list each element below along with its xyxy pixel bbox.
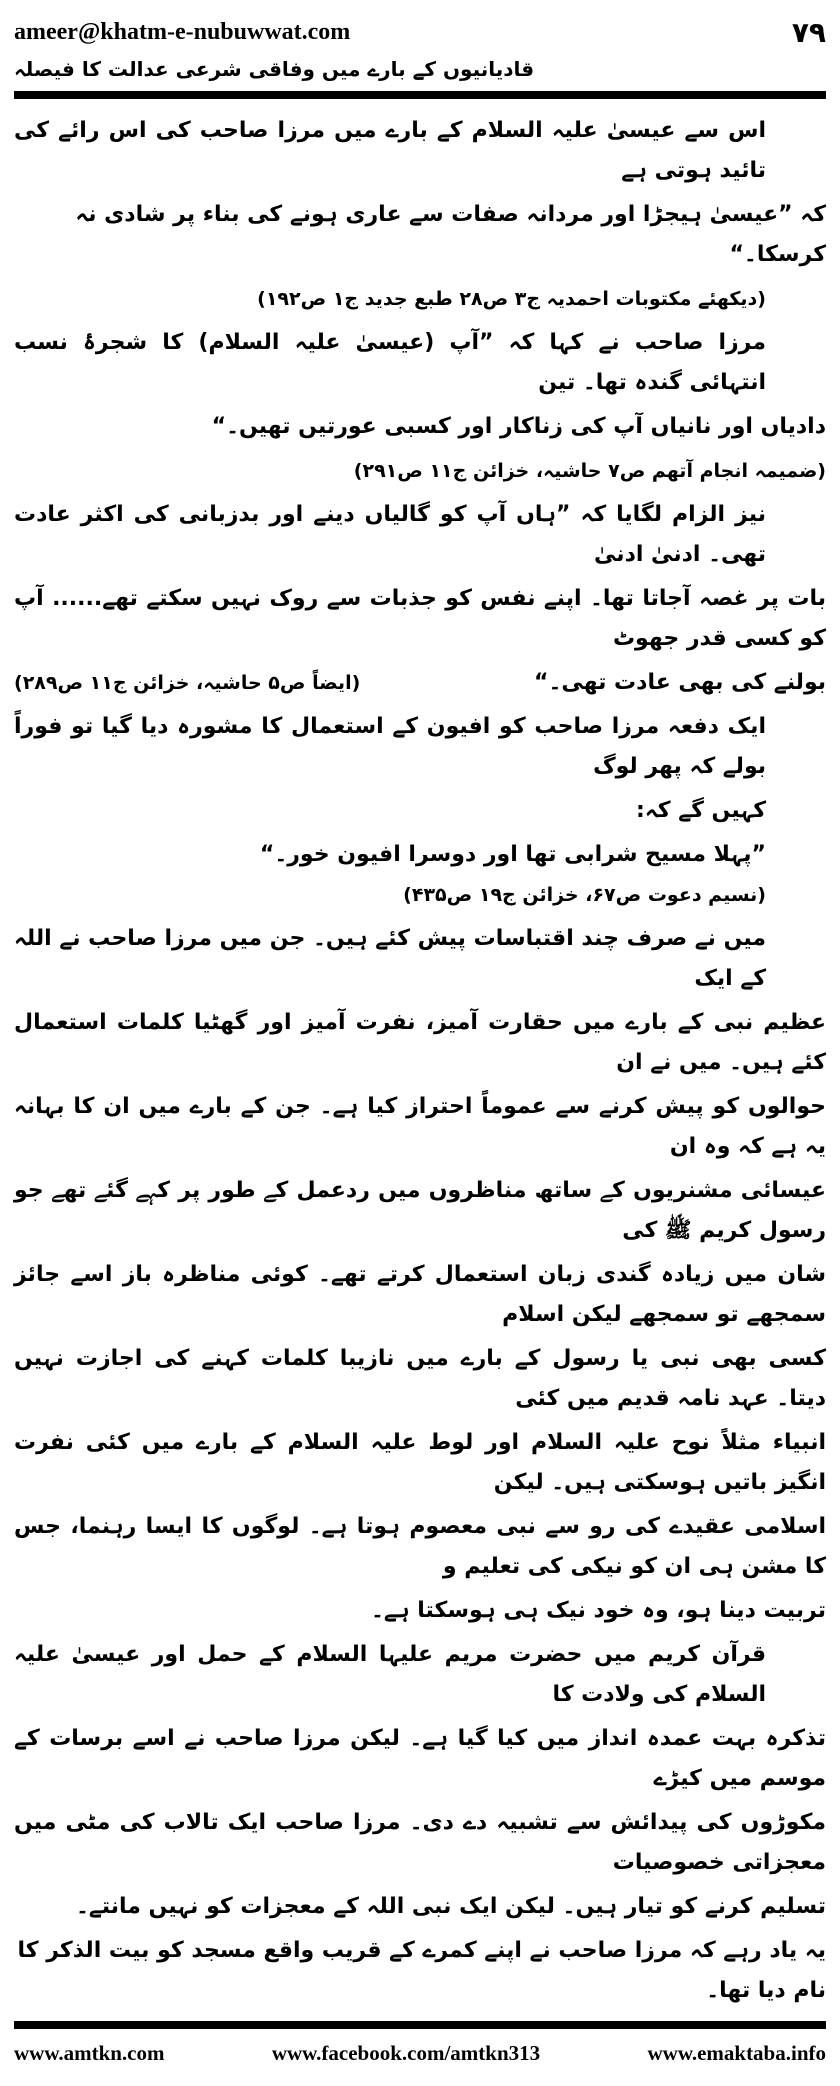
text-line: تذکرہ بہت عمدہ انداز میں کیا گیا ہے۔ لیکن مرزا صاحب نے اسے برسات کے موسم میں کیڑے — [14, 1726, 826, 1791]
reference: (نسیم دعوت ص۶۷، خزائن ج۱۹ ص۴۳۵) — [403, 884, 766, 906]
text-line: حوالوں کو پیش کرنے سے عموماً احتراز کیا ہے۔ جن کے بارے میں ان کا بہانہ یہ ہے کہ وہ ان — [14, 1094, 826, 1159]
text-line-part: بولنے کی بھی عادت تھی۔“ — [534, 670, 826, 695]
page-footer — [14, 2041, 826, 2066]
text-line: ایک دفعہ مرزا صاحب کو افیون کے استعمال کا مشورہ دیا گیا تو فوراً بولے کہ پھر لوگ — [14, 714, 766, 779]
page-number: ۷۹ — [791, 16, 826, 49]
text-line: دادیاں اور نانیاں آپ کی زناکار اور کسبی عورتیں تھیں۔“ — [211, 414, 826, 439]
header-email: ameer@khatm-e-nubuwwat.com — [14, 19, 351, 45]
text-line: تربیت دینا ہو، وہ خود نیک ہی ہوسکتا ہے۔ — [370, 1598, 826, 1623]
text-line: تسلیم کرنے کو تیار ہیں۔ لیکن ایک نبی اللہ کے معجزات کو نہیں مانتے۔ — [75, 1894, 826, 1919]
text-line: مکوڑوں کی پیدائش سے تشبیہ دے دی۔ مرزا صاحب ایک تالاب کی مٹی میں معجزاتی خصوصیات — [14, 1810, 826, 1875]
text-line: مرزا صاحب نے کہا کہ ”آپ (عیسیٰ علیہ السلام) کا شجرۂ نسب انتہائی گندہ تھا۔ تین — [14, 330, 766, 395]
text-line: شان میں زیادہ گندی زبان استعمال کرتے تھے۔ کوئی مناظرہ باز اسے جائز سمجھے تو سمجھے لیکن اسلام — [14, 1262, 826, 1327]
text-line: عظیم نبی کے بارے میں حقارت آمیز، نفرت آمیز اور گھٹیا کلمات استعمال کئے ہیں۔ میں نے ان — [14, 1010, 826, 1075]
book-title: قادیانیوں کے بارے میں وفاقی شرعی عدالت کا فیصلہ — [14, 57, 535, 81]
footer-link-facebook[interactable]: www.facebook.com/amtkn313 — [271, 2041, 541, 2065]
reference: (ایضاً ص۵ حاشیہ، خزائن ج۱۱ ص۲۸۹) — [14, 672, 361, 694]
footer-link-amtkn[interactable]: www.amtkn.com — [14, 2041, 165, 2065]
text-line — [14, 663, 826, 703]
text-line: کسی بھی نبی یا رسول کے بارے میں نازیبا کلمات کہنے کی اجازت نہیں دیتا۔ عہد نامہ قدیم میں کئی — [14, 1346, 826, 1411]
text-line: انبیاء مثلاً نوح علیہ السلام اور لوط علیہ السلام کے بارے میں کئی نفرت انگیز باتیں ہوسکتی ہیں۔ لیکن — [14, 1430, 826, 1495]
header-rule — [14, 91, 826, 99]
reference: (ضمیمہ انجام آتھم ص۷ حاشیہ، خزائن ج۱۱ ص۲۹۱) — [353, 460, 826, 482]
footer-rule — [14, 2021, 826, 2029]
text-line: بات پر غصہ آجاتا تھا۔ اپنے نفس کو جذبات سے روک نہیں سکتے تھے...... آپ کو کسی قدر جھوٹ — [14, 586, 826, 651]
quote-text: ”پہلا مسیح شرابی تھا اور دوسرا افیون خور۔“ — [259, 842, 766, 867]
text-line: عیسائی مشنریوں کے ساتھ مناظروں میں ردعمل کے طور پر کہے گئے تھے جو رسول کریم ﷺ کی — [14, 1178, 826, 1243]
quote-line — [14, 835, 826, 915]
text-line: کہ ”عیسیٰ ہیجڑا اور مردانہ صفات سے عاری ہونے کی بناء پر شادی نہ کرسکا۔“ — [75, 202, 826, 267]
text-line: قرآن کریم میں حضرت مریم علیہا السلام کے حمل اور عیسیٰ علیہ السلام کی ولادت کا — [14, 1642, 766, 1707]
text-line: نیز الزام لگایا کہ ”ہاں آپ کو گالیاں دینے اور بدزبانی کی اکثر عادت تھی۔ ادنیٰ ادنیٰ — [14, 502, 766, 567]
page-header — [14, 16, 826, 81]
text-line: اس سے عیسیٰ علیہ السلام کے بارے میں مرزا صاحب کی اس رائے کی تائید ہوتی ہے — [14, 118, 766, 183]
reference: (دیکھئے مکتوبات احمدیہ ج۳ ص۲۸ طبع جدید ج۱ ص۱۹۲) — [257, 288, 766, 310]
footer-link-emaktaba[interactable]: www.emaktaba.info — [647, 2041, 826, 2065]
text-line: یہ یاد رہے کہ مرزا صاحب نے اپنے کمرے کے قریب واقع مسجد کو بیت الذکر کا نام دیا تھا۔ — [17, 1938, 826, 2003]
text-line: میں نے صرف چند اقتباسات پیش کئے ہیں۔ جن میں مرزا صاحب نے اللہ کے ایک — [14, 926, 766, 991]
text-line: اسلامی عقیدے کی رو سے نبی معصوم ہوتا ہے۔ لوگوں کا ایسا رہنما، جس کا مشن ہی ان کو نیکی کی تعلیم و — [14, 1514, 826, 1579]
page-body — [14, 111, 826, 2011]
text-line: کہیں گے کہ: — [636, 798, 766, 823]
